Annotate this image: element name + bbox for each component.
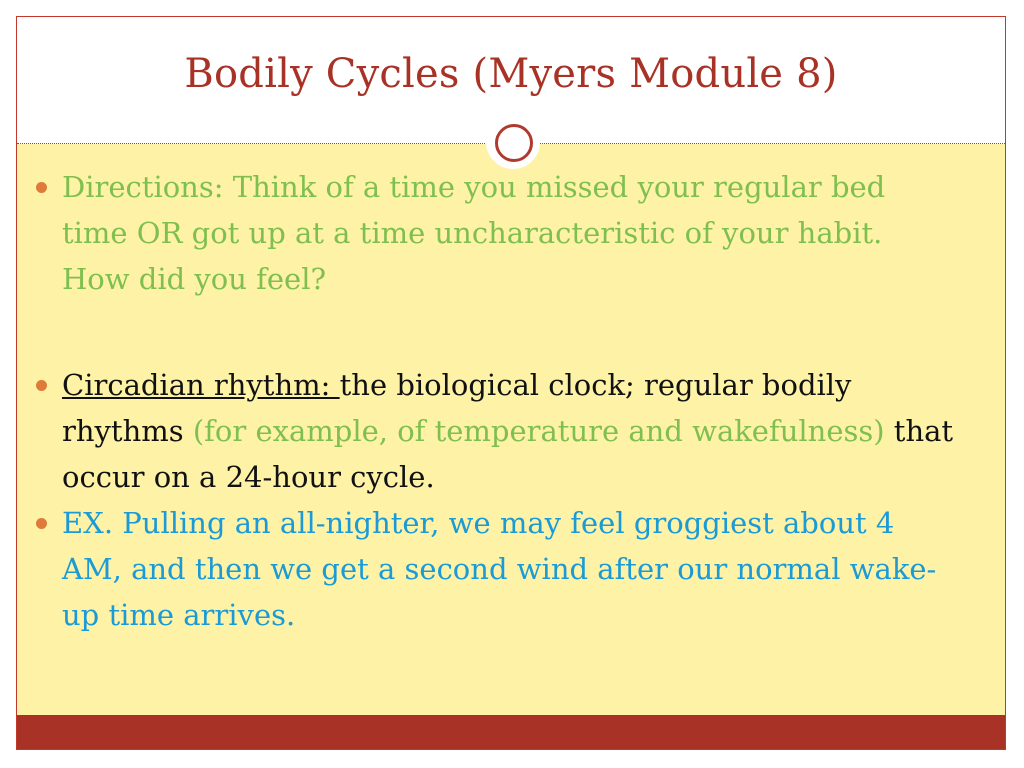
definition-rest: that occur on a 24-hour cycle.	[62, 414, 954, 494]
example-text: EX. Pulling an all-nighter, we may feel groggiest about 4 AM, and then we get a second wind after our normal wake-up time arrives.	[62, 506, 937, 632]
bullet-list	[36, 164, 956, 638]
bullet-directions	[36, 164, 956, 302]
bullet-definition	[36, 362, 956, 500]
directions-text: Directions: Think of a time you missed your regular bed time OR got up at a time uncharacteristic of your habit. How did you feel?	[62, 170, 886, 296]
bullet-example	[36, 500, 956, 638]
ring-shape	[495, 124, 533, 162]
definition-text: the biological clock; regular bodily rhythms	[62, 368, 852, 448]
definition-term: Circadian rhythm:	[62, 368, 340, 402]
bullet-dot-icon	[36, 182, 47, 193]
bullet-dot-icon	[36, 518, 47, 529]
definition-example: (for example, of temperature and wakefulness)	[192, 414, 885, 448]
bullet-dot-icon	[36, 380, 47, 391]
slide-title: Bodily Cycles (Myers Module 8)	[184, 51, 838, 97]
bottom-bar	[17, 715, 1005, 750]
circle-ring-icon	[486, 115, 540, 169]
